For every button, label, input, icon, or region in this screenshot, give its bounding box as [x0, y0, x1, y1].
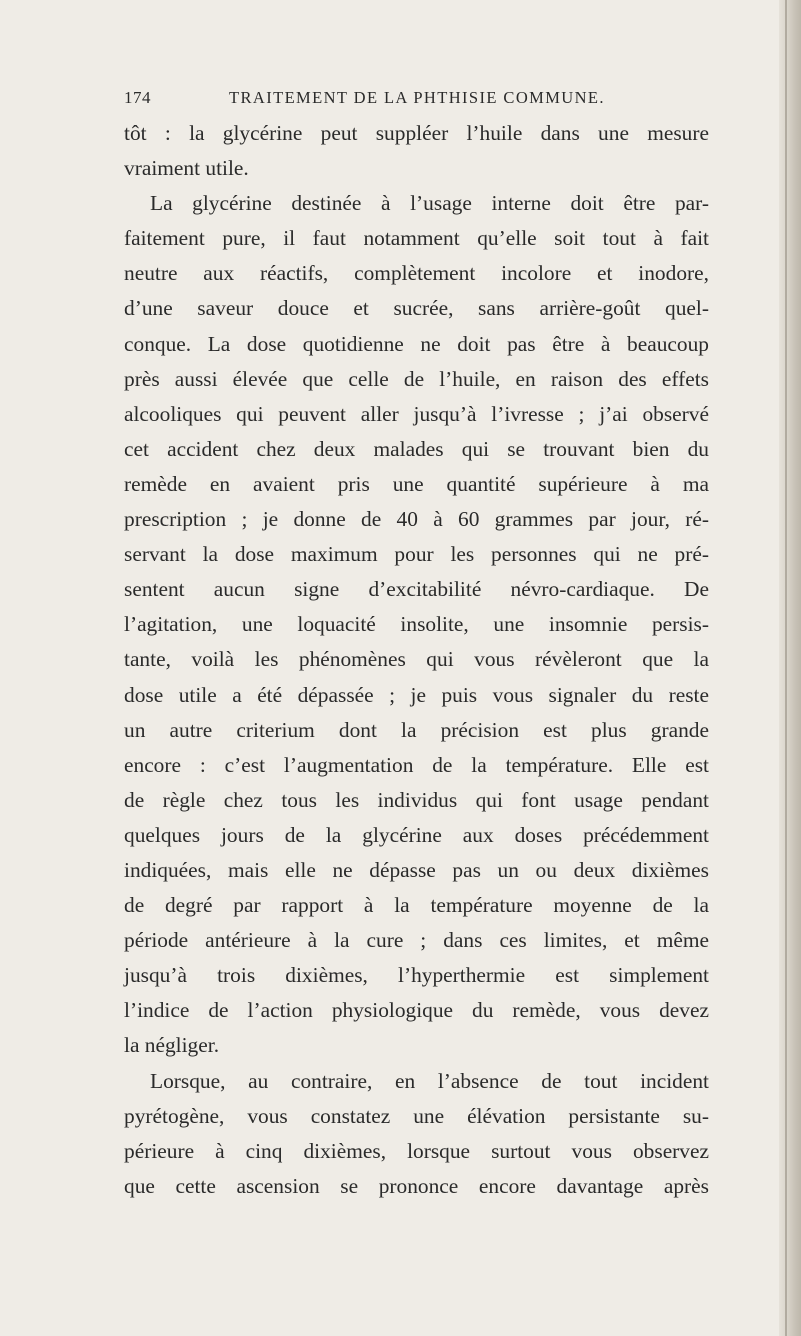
text-line: vraiment utile. [124, 156, 249, 181]
text-line: cet accident chez deux malades qui se trouvant bien du [124, 436, 709, 461]
text-line: neutre aux réactifs, complètement incolore et inodore, [124, 261, 709, 286]
text-line: remède en avaient pris une quantité supérieure à ma [124, 471, 709, 496]
body-text [124, 116, 709, 1204]
text-line: faitement pure, il faut notamment qu’elle soit tout à fait [124, 226, 709, 251]
text-line: que cette ascension se prononce encore davantage après [124, 1173, 709, 1198]
text-line: période antérieure à la cure ; dans ces limites, et même [124, 928, 709, 953]
text-line: Lorsque, au contraire, en l’absence de tout incident [150, 1068, 709, 1093]
text-line: quelques jours de la glycérine aux doses précédemment [124, 822, 709, 847]
text-line: servant la dose maximum pour les personnes qui ne pré- [124, 542, 709, 567]
text-line: l’agitation, une loquacité insolite, une insomnie persis- [124, 612, 709, 637]
page-header [124, 88, 704, 112]
text-line: d’une saveur douce et sucrée, sans arrière-goût quel- [124, 296, 709, 321]
text-line: la négliger. [124, 1033, 220, 1058]
text-line: pyrétogène, vous constatez une élévation persistante su- [124, 1103, 709, 1128]
text-line: de règle chez tous les individus qui font usage pendant [124, 787, 709, 812]
running-title: TRAITEMENT DE LA PHTHISIE COMMUNE. [229, 88, 605, 107]
text-line: sentent aucun signe d’excitabilité névro-cardiaque. De [124, 577, 709, 602]
text-line: périeure à cinq dixièmes, lorsque surtout vous observez [124, 1138, 709, 1163]
text-line: conque. La dose quotidienne ne doit pas être à beaucoup [124, 331, 709, 356]
page-number: 174 [124, 88, 151, 107]
text-line: un autre criterium dont la précision est plus grande [124, 717, 709, 742]
text-line: de degré par rapport à la température moyenne de la [124, 893, 709, 918]
text-line: près aussi élevée que celle de l’huile, en raison des effets [124, 366, 709, 391]
text-line: jusqu’à trois dixièmes, l’hyperthermie est simplement [124, 963, 709, 988]
text-line: tante, voilà les phénomènes qui vous révèleront que la [124, 647, 709, 672]
text-line: encore : c’est l’augmentation de la température. Elle est [124, 752, 709, 777]
page-edge [779, 0, 801, 1336]
binding-line [785, 0, 787, 1336]
text-line: alcooliques qui peuvent aller jusqu’à l’ivresse ; j’ai observé [124, 401, 709, 426]
text-line: tôt : la glycérine peut suppléer l’huile dans une mesure [124, 121, 709, 145]
text-line: l’indice de l’action physiologique du remède, vous devez [124, 998, 709, 1023]
text-line: dose utile a été dépassée ; je puis vous signaler du reste [124, 682, 709, 707]
text-line: indiquées, mais elle ne dépasse pas un ou deux dixièmes [124, 857, 709, 882]
text-line: La glycérine destinée à l’usage interne doit être par- [150, 191, 709, 216]
text-line: prescription ; je donne de 40 à 60 grammes par jour, ré- [124, 507, 709, 532]
